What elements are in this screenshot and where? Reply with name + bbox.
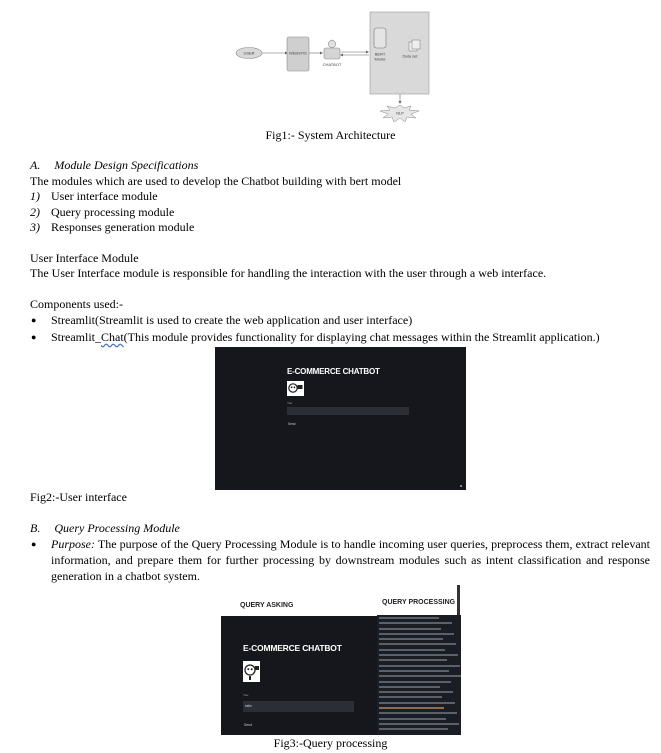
chatbot-node-label: CHATBOT — [322, 62, 342, 67]
purpose-label: Purpose: — [51, 537, 95, 551]
fig2-input-label: You: — [287, 401, 293, 405]
list-number: 2) — [30, 205, 40, 219]
section-b-title: Query Processing Module — [54, 521, 180, 535]
fig1-caption: Fig1:- System Architecture — [265, 128, 396, 142]
log-line — [379, 633, 454, 635]
log-line — [379, 723, 459, 725]
section-b-number: B. — [30, 521, 41, 535]
fig3-caption: Fig3:-Query processing — [273, 736, 388, 750]
bert-model-node — [374, 28, 386, 48]
fig3-chat-panel — [221, 616, 377, 735]
list-number: 3) — [30, 220, 40, 234]
ui-module-title: User Interface Module — [30, 251, 139, 265]
bullet-text — [51, 330, 600, 345]
log-line — [379, 702, 455, 704]
module-list-item — [0, 189, 661, 204]
fig3-chat-input[interactable] — [243, 701, 354, 712]
module-list-item — [0, 205, 661, 220]
component-bullet-item — [0, 330, 661, 345]
nlp-node-label: NLP — [396, 110, 404, 116]
fig2-chat-title: E-COMMERCE CHATBOT — [287, 367, 380, 376]
log-line — [379, 643, 456, 645]
log-line — [379, 728, 448, 730]
fig3-header-right: QUERY PROCESSING — [382, 599, 456, 606]
fig3-chat-title: E-COMMERCE CHATBOT — [243, 643, 342, 653]
log-line — [379, 707, 444, 709]
fig2-ui-screenshot — [215, 347, 466, 490]
fig3-input-value: hello — [245, 704, 252, 708]
components-label: Components used:- — [30, 297, 123, 311]
fig2-send-button[interactable]: Send — [288, 422, 296, 426]
section-a-heading — [30, 158, 198, 173]
log-line — [379, 665, 460, 667]
purpose-bullet-item — [0, 537, 661, 585]
fig3-divider — [457, 585, 460, 615]
component-bullet-item — [0, 313, 661, 328]
fig2-caption: Fig2:-User interface — [30, 490, 127, 504]
log-line — [379, 617, 439, 619]
fig3-header-left: QUERY ASKING — [240, 602, 294, 609]
bullet-text: Streamlit(Streamlit is used to create the web application and user interface) — [51, 313, 413, 327]
bullet-icon: ● — [31, 539, 37, 549]
user-node-label: USER — [243, 50, 255, 56]
chatbot-icon — [324, 40, 340, 60]
log-line — [379, 659, 447, 661]
log-line — [379, 686, 440, 688]
fig3-input-label: You: — [243, 693, 249, 697]
ui-module-description: The User Interface module is responsible for handling the interaction with the user through a web interface. — [30, 266, 547, 280]
log-line — [379, 712, 457, 714]
section-a-title: Module Design Specifications — [54, 158, 199, 172]
bullet-text-suffix: (This module provides functionality for displaying chat messages within the Streamlit application.) — [123, 330, 600, 344]
architecture-svg — [230, 8, 435, 128]
system-architecture-diagram — [230, 8, 435, 128]
fig3-log-panel — [377, 615, 461, 735]
fig2-chat-input[interactable] — [287, 407, 409, 415]
log-line — [379, 670, 449, 672]
log-line — [379, 696, 442, 698]
list-text: User interface module — [51, 189, 158, 203]
section-a-intro: The modules which are used to develop the Chatbot building with bert model — [30, 174, 402, 188]
bullet-icon: ● — [31, 315, 37, 325]
log-line — [379, 681, 451, 683]
bullet-icon: ● — [31, 332, 37, 342]
website-node-label: WEBSITE — [288, 50, 308, 56]
bert-node-label-2: Model — [374, 56, 386, 62]
module-list-item — [0, 220, 661, 235]
log-lines — [379, 617, 461, 734]
bullet-text-prefix: Streamlit_ — [51, 330, 101, 344]
purpose-line-2: information, and prepare them for further processing by downstream modules such as intent classification and response — [51, 553, 650, 567]
section-b-heading — [30, 521, 180, 536]
spellcheck-word: Chat — [101, 330, 124, 344]
list-number: 1) — [30, 189, 40, 203]
fig3-robot-avatar-icon — [243, 661, 260, 682]
log-line — [379, 628, 441, 630]
list-text: Query processing module — [51, 205, 175, 219]
fig3-send-button[interactable]: Send — [244, 723, 253, 727]
log-line — [379, 718, 446, 720]
fig2-robot-avatar-icon — [287, 381, 304, 396]
list-text: Responses generation module — [51, 220, 195, 234]
bert-node-label-1: BERT — [374, 51, 386, 57]
purpose-line-1 — [51, 537, 650, 552]
log-line — [379, 649, 445, 651]
dataset-node-label: Data set — [402, 53, 418, 59]
fig2-corner-mark — [460, 485, 462, 487]
log-line — [379, 691, 453, 693]
purpose-text-1: The purpose of the Query Processing Module is to handle incoming user queries, preprocess them, extract relevant — [95, 537, 650, 551]
purpose-line-3: generation in a chatbot system. — [51, 569, 200, 583]
log-line — [379, 654, 458, 656]
log-line — [379, 622, 452, 624]
fig3-query-screenshot — [221, 585, 461, 735]
section-a-number: A. — [30, 158, 41, 172]
log-line — [379, 638, 443, 640]
log-line — [379, 675, 461, 677]
